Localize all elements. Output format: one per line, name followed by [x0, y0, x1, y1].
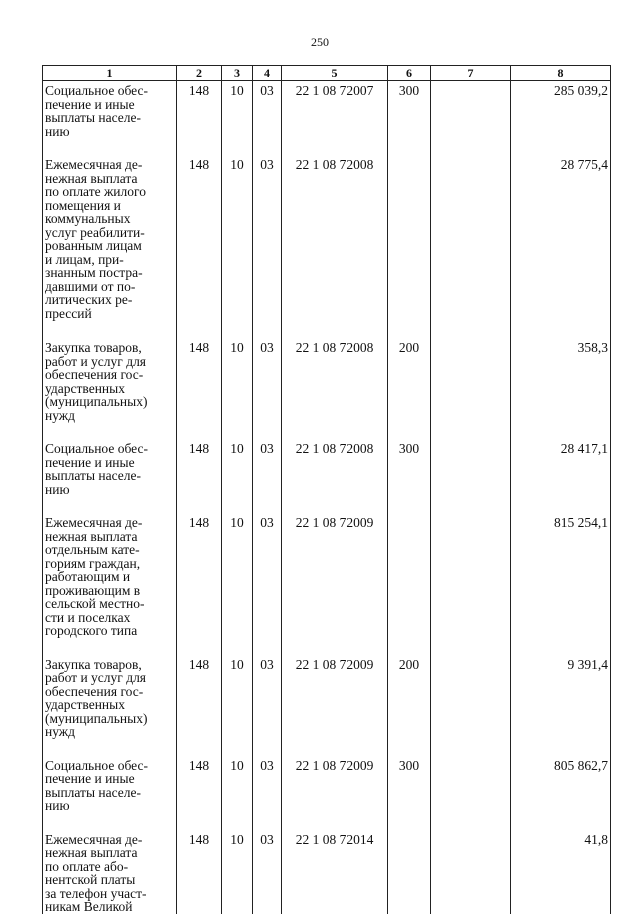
- item-name-line: Социальное обес-: [45, 441, 148, 456]
- item-name-line: работ и услуг для: [45, 670, 147, 685]
- expense-type-code: 200: [388, 338, 431, 439]
- header-row: [43, 66, 611, 81]
- ministry-code: 148: [177, 81, 222, 156]
- item-name-line: давшими от по-: [45, 278, 136, 294]
- col-header-8: 8: [511, 66, 611, 81]
- subsection-code: 03: [253, 830, 282, 914]
- ministry-code: 148: [177, 830, 222, 914]
- item-name: [43, 655, 177, 756]
- table-row: [43, 81, 611, 156]
- item-name-line: печение и иные: [45, 96, 135, 112]
- section-code: 10: [222, 81, 253, 156]
- expense-type-code: 300: [388, 756, 431, 830]
- section-code: 10: [222, 513, 253, 655]
- expense-type-code: [388, 830, 431, 914]
- target-article-code: 22 1 08 72007: [282, 81, 388, 156]
- section-code: 10: [222, 155, 253, 338]
- target-article-code: 22 1 08 72008: [282, 338, 388, 439]
- subsection-code: 03: [253, 439, 282, 513]
- item-name-line: (муниципальных): [45, 710, 148, 726]
- item-name-line: городского типа: [45, 623, 138, 638]
- item-name-line: по оплате жилого: [45, 184, 146, 199]
- item-name-line: рованным лицам: [45, 238, 142, 253]
- column-7-value: [431, 655, 511, 756]
- expense-type-code: 300: [388, 439, 431, 513]
- ministry-code: 148: [177, 155, 222, 338]
- item-name-line: Ежемесячная де-: [45, 515, 143, 530]
- item-name-line: сельской местно-: [45, 596, 145, 611]
- target-article-code: 22 1 08 72009: [282, 513, 388, 655]
- item-name-line: обеспечения гос-: [45, 367, 144, 382]
- item-name-line: за телефон участ-: [45, 885, 147, 901]
- expense-type-code: 200: [388, 655, 431, 756]
- subsection-code: 03: [253, 338, 282, 439]
- column-7-value: [431, 439, 511, 513]
- col-header-1: 1: [43, 66, 177, 81]
- item-name-line: нежная выплата: [45, 528, 138, 544]
- item-name-line: нежная выплата: [45, 170, 138, 186]
- item-name-line: (муниципальных): [45, 394, 148, 409]
- subsection-code: 03: [253, 81, 282, 156]
- expense-type-code: [388, 155, 431, 338]
- amount: 285 039,2: [511, 81, 611, 156]
- item-name-line: обеспечения гос-: [45, 683, 144, 699]
- target-article-code: 22 1 08 72008: [282, 439, 388, 513]
- item-name: [43, 338, 177, 439]
- ministry-code: 148: [177, 338, 222, 439]
- item-name-line: коммунальных: [45, 211, 131, 226]
- item-name-line: прессий: [45, 305, 92, 321]
- item-name-line: помещения и: [45, 197, 121, 213]
- item-name-line: нию: [45, 123, 70, 139]
- table-row: [43, 830, 611, 914]
- table-row: [43, 513, 611, 655]
- item-name-line: выплаты населе-: [45, 784, 141, 800]
- amount: 358,3: [511, 338, 611, 439]
- amount: 9 391,4: [511, 655, 611, 756]
- amount: 805 862,7: [511, 756, 611, 830]
- table-row: [43, 338, 611, 439]
- item-name-line: нежная выплата: [45, 845, 138, 860]
- item-name-line: по оплате або-: [45, 858, 129, 874]
- col-header-4: 4: [253, 66, 282, 81]
- item-name-line: Социальное обес-: [45, 757, 148, 773]
- expense-type-code: 300: [388, 81, 431, 156]
- item-name-line: ударственных: [45, 697, 125, 712]
- item-name-line: работ и услуг для: [45, 353, 147, 369]
- subsection-code: 03: [253, 513, 282, 655]
- ministry-code: 148: [177, 439, 222, 513]
- item-name: [43, 756, 177, 830]
- budget-table: [42, 65, 611, 914]
- col-header-5: 5: [282, 66, 388, 81]
- item-name-line: никам Великой: [45, 899, 133, 914]
- item-name-line: Ежемесячная де-: [45, 157, 143, 172]
- amount: 815 254,1: [511, 513, 611, 655]
- table-row: [43, 155, 611, 338]
- item-name-line: и лицам, при-: [45, 251, 124, 267]
- col-header-3: 3: [222, 66, 253, 81]
- item-name-line: знанным постра-: [45, 265, 143, 280]
- item-name-line: отдельным кате-: [45, 542, 140, 557]
- item-name-line: литических ре-: [45, 292, 133, 307]
- item-name-line: печение и иные: [45, 771, 135, 786]
- column-7-value: [431, 81, 511, 156]
- item-name-line: ударственных: [45, 380, 125, 396]
- item-name: [43, 81, 177, 156]
- section-code: 10: [222, 830, 253, 914]
- table-row: [43, 655, 611, 756]
- item-name-line: нию: [45, 798, 70, 813]
- item-name: [43, 830, 177, 914]
- item-name-line: Социальное обес-: [45, 83, 148, 98]
- item-name-line: услуг реабилити-: [45, 224, 145, 240]
- item-name: [43, 439, 177, 513]
- item-name-line: работающим и: [45, 569, 131, 584]
- column-7-value: [431, 155, 511, 338]
- target-article-code: 22 1 08 72008: [282, 155, 388, 338]
- column-7-value: [431, 830, 511, 914]
- item-name-line: гориям граждан,: [45, 555, 141, 571]
- item-name-line: проживающим в: [45, 582, 141, 598]
- section-code: 10: [222, 338, 253, 439]
- subsection-code: 03: [253, 756, 282, 830]
- column-7-value: [431, 513, 511, 655]
- amount: 41,8: [511, 830, 611, 914]
- item-name-line: сти и поселках: [45, 609, 131, 625]
- subsection-code: 03: [253, 655, 282, 756]
- ministry-code: 148: [177, 513, 222, 655]
- page-number: 250: [311, 35, 329, 49]
- expense-type-code: [388, 513, 431, 655]
- item-name-line: нужд: [45, 724, 75, 739]
- item-name-line: выплаты населе-: [45, 110, 141, 125]
- item-name-line: Ежемесячная де-: [45, 831, 143, 847]
- item-name-line: нужд: [45, 407, 75, 423]
- amount: 28 417,1: [511, 439, 611, 513]
- item-name-line: Закупка товаров,: [45, 656, 142, 672]
- column-7-value: [431, 338, 511, 439]
- item-name-line: нентской платы: [45, 872, 136, 887]
- item-name-line: Закупка товаров,: [45, 340, 142, 355]
- amount: 28 775,4: [511, 155, 611, 338]
- target-article-code: 22 1 08 72009: [282, 756, 388, 830]
- section-code: 10: [222, 439, 253, 513]
- ministry-code: 148: [177, 756, 222, 830]
- section-code: 10: [222, 655, 253, 756]
- target-article-code: 22 1 08 72009: [282, 655, 388, 756]
- col-header-7: 7: [431, 66, 511, 81]
- table-row: [43, 439, 611, 513]
- item-name-line: нию: [45, 481, 70, 497]
- col-header-6: 6: [388, 66, 431, 81]
- section-code: 10: [222, 756, 253, 830]
- item-name-line: печение и иные: [45, 454, 135, 470]
- item-name: [43, 513, 177, 655]
- item-name: [43, 155, 177, 338]
- subsection-code: 03: [253, 155, 282, 338]
- target-article-code: 22 1 08 72014: [282, 830, 388, 914]
- column-7-value: [431, 756, 511, 830]
- table-row: [43, 756, 611, 830]
- ministry-code: 148: [177, 655, 222, 756]
- item-name-line: выплаты населе-: [45, 468, 141, 483]
- col-header-2: 2: [177, 66, 222, 81]
